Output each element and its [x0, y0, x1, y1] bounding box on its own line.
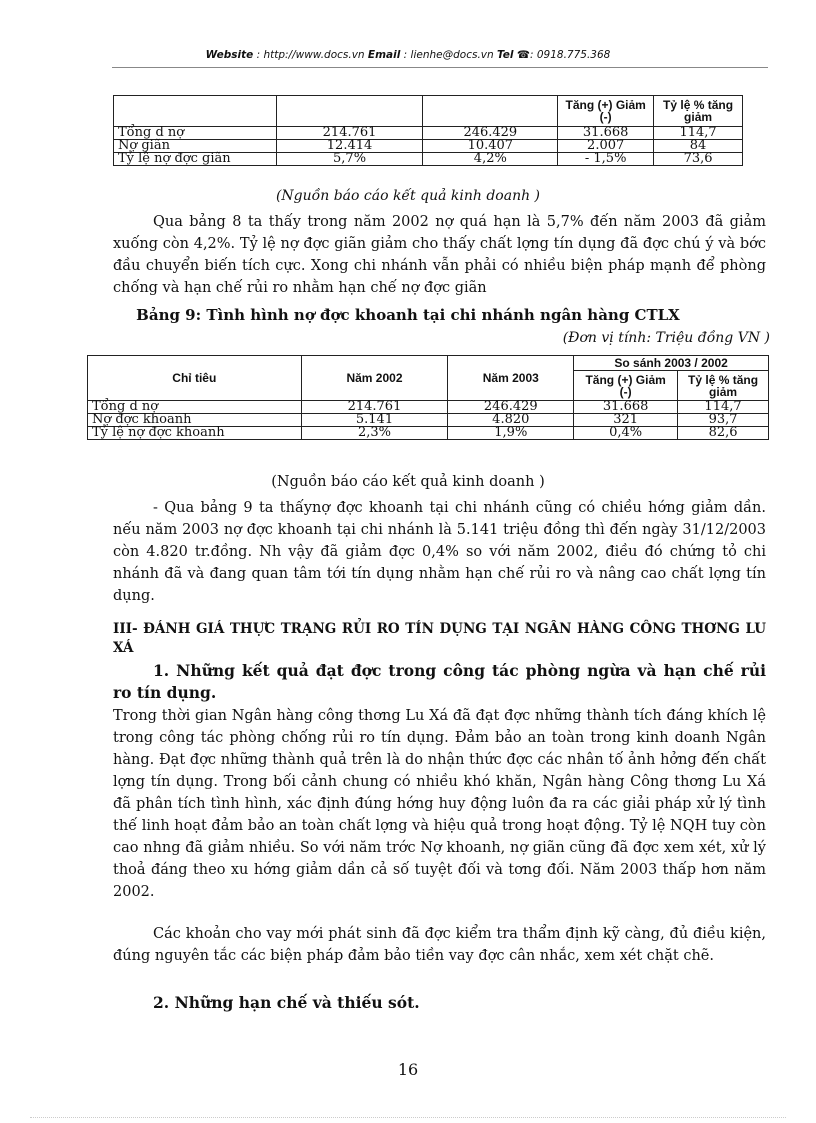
header-2002: Năm 2002 — [301, 356, 448, 401]
row-label: Nợ đợc khoanh — [88, 414, 302, 427]
cell-increase: 31.668 — [574, 401, 678, 414]
header-increase: Tăng (+) Giảm (-) — [558, 96, 654, 127]
page-header — [0, 49, 816, 61]
subheading-2: 2. Những hạn chế và thiếu sót. — [153, 993, 420, 1012]
cell-2003: 4,2% — [423, 153, 558, 166]
cell-2003: 4.820 — [448, 414, 574, 427]
tel-label: Tel — [497, 49, 514, 61]
cell-increase: 31.668 — [558, 127, 654, 140]
website-value[interactable]: : http://www.docs.vn — [256, 49, 365, 61]
table-8-source: (Nguồn báo cáo kết quả kinh doanh ) — [275, 188, 541, 204]
row-label: Nợ giãn — [114, 140, 277, 153]
cell-increase: 2.007 — [558, 140, 654, 153]
header-indicator: Chỉ tiêu — [88, 356, 302, 401]
row-label: Tổng d nợ — [114, 127, 277, 140]
table-9-source: (Nguồn báo cáo kết quả kinh doanh ) — [271, 474, 545, 490]
cell-percent: 114,7 — [654, 127, 743, 140]
table-row — [114, 153, 743, 166]
page-bottom-border — [30, 1117, 786, 1118]
row-label: Tổng d nợ — [88, 401, 302, 414]
cell-2002: 214.761 — [276, 127, 423, 140]
subheading-1: 1. Những kết quả đạt đợc trong công tác phòng ngừa và hạn chế rủi ro tín dụng. — [113, 661, 766, 702]
cell-increase: 0,4% — [574, 427, 678, 440]
cell-2002: 12.414 — [276, 140, 423, 153]
page-number: 16 — [397, 1060, 419, 1079]
cell-2002: 2,3% — [301, 427, 448, 440]
cell-percent: 84 — [654, 140, 743, 153]
paragraph-3: Trong thời gian Ngân hàng công thơng Lu Xá đã đạt đợc những thành tích đáng khích lệ trong công tác phòng chống rủi ro tín dụng. Đảm bảo an toàn trong kinh doanh Ngân hàng. Đạt đợc những thành quả trên là do nhận thức đợc các nhân tố ảnh hởng đến chất lợng tín dụng. Trong bối cảnh chung có nhiều khó khăn, Ngân hàng Công thơng Lu Xá đã phân tích tình hình, xác định đúng hớng huy động luôn đa ra các giải pháp xử lý tình thế linh hoạt đảm bảo an toàn chất lợng và hiệu quả trong hoạt động. Tỷ lệ NQH tuy còn cao nhng đã giảm nhiều. So với năm trớc Nợ khoanh, nợ giãn cũng đã đợc xem xét, xử lý thoả đáng theo xu hớng giảm dần cả số tuyệt đối và tơng đối. Năm 2003 thấp hơn năm 2002. — [113, 708, 766, 900]
table-header-row — [88, 356, 769, 371]
paragraph-4: Các khoản cho vay mới phát sinh đã đợc kiểm tra thẩm định kỹ càng, đủ điều kiện, đúng nguyên tắc các biện pháp đảm bảo tiền vay đợc cân nhắc, xem xét chặt chẽ. — [113, 926, 766, 964]
cell-2002: 214.761 — [301, 401, 448, 414]
table-header-row — [114, 96, 743, 127]
table-8 — [113, 95, 743, 166]
cell-2003: 246.429 — [448, 401, 574, 414]
table-9-title: Bảng 9: Tình hình nợ đợc khoanh tại chi nhánh ngân hàng CTLX — [136, 306, 680, 324]
header-percent: Tỷ lệ % tăng giảm — [654, 96, 743, 127]
header-percent: Tỷ lệ % tăng giảm — [678, 371, 769, 401]
table-header-cell — [423, 96, 558, 127]
header-divider — [112, 67, 768, 68]
table-row — [88, 427, 769, 440]
phone-icon: ☎ — [516, 49, 530, 61]
cell-2002: 5,7% — [276, 153, 423, 166]
cell-increase: - 1,5% — [558, 153, 654, 166]
cell-percent: 93,7 — [678, 414, 769, 427]
table-header-cell — [276, 96, 423, 127]
table-row — [114, 127, 743, 140]
header-compare: So sánh 2003 / 2002 — [574, 356, 769, 371]
cell-percent: 82,6 — [678, 427, 769, 440]
email-label: Email — [367, 49, 401, 61]
website-label: Website — [205, 49, 254, 61]
table-9-unit: (Đơn vị tính: Triệu đồng VN ) — [562, 330, 770, 346]
cell-percent: 114,7 — [678, 401, 769, 414]
row-label: Tỷ lệ nợ đợc giãn — [114, 153, 277, 166]
paragraph-2: - Qua bảng 9 ta thấynợ đợc khoanh tại chi nhánh cũng có chiều hớng giảm dần. nếu năm 2003 nợ đợc khoanh tại chi nhánh là 5.141 triệu đồng thì đến ngày 31/12/2003 còn 4.820 tr.đồng. Nh vậy đã giảm đợc 0,4% so với năm 2002, điều đó chứng tỏ chi nhánh đã và đang quan tâm tới tín dụng nhằm hạn chế rủi ro và nâng cao chất lợng tín dụng. — [113, 500, 766, 604]
header-2003: Năm 2003 — [448, 356, 574, 401]
cell-increase: 321 — [574, 414, 678, 427]
paragraph-1: Qua bảng 8 ta thấy trong năm 2002 nợ quá hạn là 5,7% đến năm 2003 đã giảm xuống còn 4,2%. Tỷ lệ nợ đợc giãn giảm cho thấy chất lợng tín dụng đã đợc chú ý và bớc đầu chuyển biến tích cực. Xong chi nhánh vẫn phải có nhiều biện pháp mạnh để phòng chống và hạn chế rủi ro nhằm hạn chế nợ đợc giãn — [113, 214, 766, 296]
tel-value: : 0918.775.368 — [529, 49, 611, 61]
header-increase: Tăng (+) Giảm (-) — [574, 371, 678, 401]
cell-2003: 10.407 — [423, 140, 558, 153]
table-9 — [87, 355, 769, 440]
row-label: Tỷ lệ nợ đợc khoanh — [88, 427, 302, 440]
table-header-cell — [114, 96, 277, 127]
cell-percent: 73,6 — [654, 153, 743, 166]
section-heading-iii: III- ĐÁNH GIÁ THỰC TRẠNG RỦI RO TÍN DỤNG TẠI NGÂN HÀNG CÔNG THƠNG LU XÁ — [113, 621, 766, 656]
cell-2002: 5.141 — [301, 414, 448, 427]
cell-2003: 1,9% — [448, 427, 574, 440]
email-value[interactable]: : lienhe@docs.vn — [403, 49, 494, 61]
cell-2003: 246.429 — [423, 127, 558, 140]
